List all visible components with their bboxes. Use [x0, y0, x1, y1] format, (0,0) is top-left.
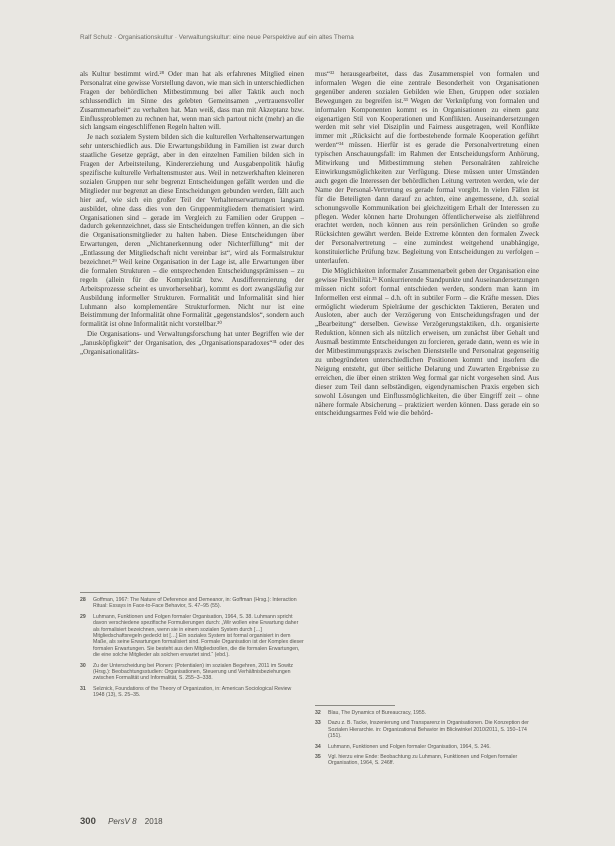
page-number: 300: [80, 816, 96, 827]
page-footer: [80, 816, 163, 827]
running-header: Ralf Schulz · Organisationskultur · Verwaltungskultur: eine neue Perspektive auf ein altes Thema: [80, 34, 354, 41]
footnote: [80, 686, 304, 699]
paragraph: mus“³² herausgearbeitet, dass das Zusammenspiel von formalen und informalen Wegen die eine zentrale Besonderheit von Organisationen gegenüber anderen sozialen Gebilden wie Ehen, Gruppen oder sozialen Bewegungen zu begreifen ist.³³ Wegen der Verknüpfung von formalen und informalen Komponenten kommt es in Organisationen zu einem ganz eigenartigen Stil von Kooperationen und Konflikten. Auseinandersetzungen werden mit sehr viel Disziplin und Fairness ausgetragen, weil Konflikte immer mit „Rücksicht auf die fortbestehende formale Kooperation geführt werden“³⁴ müssen. Hierfür ist es gerade die Personalvertretung einen typischen Anschauungsfall: im Rahmen der Entscheidungsform Anhörung, Mitwirkung und Mitbestimmung stehen Personalräten zahlreiche Einwirkungsmöglichkeiten zur Verfügung. Diese müssen unter Umständen auch gegen die Interessen der behördlichen Leitung vertreten werden, wie der Name der Personal-Vertretung es gerade formal vorgibt. In vielen Fällen ist für die Beteiligten dann darauf zu achten, eine angemessene, d.h. sozial schonungsvolle Kommunikation bei gleichzeitigem Erhalt der Interessen zu pflegen. Weder können harte Drohungen öffentlicherweise als zielführend erachtet werden, noch können aus rein persönlichen Gründen so große Rücksichten gewährt werden. Beide Extreme könnten den formalen Zweck der Personalvertretung – eine zumindest weitgehend unabhängige, konstituierliche Prüfung bzw. Begleitung von Entscheidungen zu verfolgen – unterlaufen.: [315, 70, 539, 266]
footnote-number: 32: [315, 710, 321, 716]
footnote: [80, 597, 304, 610]
footnotes-right: [315, 710, 539, 810]
footnote: [80, 614, 304, 659]
journal-issue: PersV 8: [108, 817, 137, 826]
footnote-text: Vgl. hierzu eine Ende: Beobachtung zu Luhmann, Funktionen und Folgen formaler Organisation, 1964, S. 246ff.: [328, 754, 518, 767]
footnote: [315, 720, 539, 739]
footnote: [80, 663, 304, 682]
footnote-text: Dazu z. B. Tacke, Inszenierung und Transparenz in Organisationen. Die Konzeption der Sozialen Hierarchie. in: Organizational Behavior im Blickwinkel 2010/2011, S. 150–174 (151).: [328, 720, 529, 740]
left-text-column: [80, 70, 304, 670]
paragraph: Die Möglichkeiten informaler Zusammenarbeit geben der Organisation eine gewisse Flexibilität.³⁵ Konkurrierende Standpunkte und Auseinandersetzungen müssen nicht sofort formal entschieden werden, sondern man kann im Informellen erst einmal – d.h. oft in subtiler Form – die Kräfte messen. Dies ermöglicht wiederum Spielräume der geschickten Taktieren, Beraten und Ausloten, aber auch der Verzögerung von Entscheidungsfragen und der „Bearbeitung“ derselben. Gewisse Verzögerungstaktiken, d.h. organisierte Reduktion, können sich als nützlich erweisen, um zunächst über Gehalt und Ausmaß bestimmte Entscheidungen zu forcieren, gerade dann, wenn es wie in der Mitbestimmungspraxis zwischen Dienststelle und Personalrat gegenseitig zu unbegründeten unterschiedlichen Positionen kommt und insofern die Neigung entsteht, gut über seitliche Delarung und Zuwarten Ergebnisse zu erreichen, die über einen strikten Weg formal gar nicht vorgesehen sind. Aus dieser zum Teil dann selbständigen, eigendynamischen Praxis ergeben sich sowohl Lösungen und Einflussmöglichkeiten, die über Eingriff zeit – ohne nähere formale Absicherung – praktiziert werden können. Dass gerade ein so entscheidungsarmes Feld wie die behörd-: [315, 266, 539, 418]
footnote-rule-left: [80, 592, 160, 593]
right-text-column: [315, 70, 539, 670]
footnotes-left: [80, 597, 304, 807]
footnote-text: Luhmann, Funktionen und Folgen formaler Organisation, 1964, S. 246.: [328, 743, 491, 750]
footnote-number: 29: [80, 613, 86, 620]
footnote-number: 35: [315, 754, 321, 761]
footnote: [315, 744, 539, 750]
footnote-text: Goffman, 1967: The Nature of Deference and Demeanor, in: Goffman (Hrsg.): Interaction Ritual: Essays in Face-to-Face Behavior, S. 47–95 (55).: [93, 597, 297, 610]
footnote-number: 31: [80, 685, 86, 692]
footnote-text: Zu der Unterscheidung bei Pionen: (Potentialen) im sozialen Begehren, 2011 im Sowitz (Hrsg.): Beobachtungsstudien: Organisationen, Steuerung und Verhältnisbeziehungen zwischen Formalität und Informalität, S. 255–3–338.: [93, 662, 294, 682]
footnote-text: Selznick, Foundations of the Theory of Organization, in: American Sociological Review 1948 (13), S. 25–35.: [93, 685, 292, 699]
footnote-number: 30: [80, 662, 86, 669]
journal-year: 2018: [144, 817, 163, 826]
footnote-number: 33: [315, 720, 321, 727]
footnote: [315, 754, 539, 767]
footnote-text: Blau, The Dynamics of Bureaucracy, 1955.: [328, 710, 427, 716]
paragraph: Die Organisations- und Verwaltungsforschung hat unter Begriffen wie der „Janusköpfigkeit“ der Organisation, des „Organisationsparadoxes“³¹ oder des „Organisationalitäts-: [80, 330, 304, 357]
footnote-text: Luhmann, Funktionen und Folgen formaler Organisation, 1964, S. 38. Luhmann spricht davon verschiedene spezifische Formulierungen durch: „Wir wollen eine Erwartung daher als formalisiert bezeichnen, wenn sie in einem sozialen System durch […] Mitgliedschaftsregeln gedeckt ist […] Ein soziales System ist formal organisiert in dem Maße, als seine Erwartungen formalisiert sind. Formale Organisation ist der Komplex dieser formalen Erwartungen. Sie besteht aus den Mitgliedsrollen, die die formalen Erwartungen, die eine solche Mitglieder als solchen erwartet sind.“ (ebd.).: [93, 613, 304, 659]
footnote-number: 28: [80, 597, 86, 603]
paragraph: als Kultur bestimmt wird.²⁸ Oder man hat als erfahrenes Mitglied einen Personalrat eine gewisse Vorstellung davon, wie man sich in unterschiedlichen Fragen der behördlichen Mitbestimmung bei aller Taktik auch noch schlussendlich im Sinne des gelebten Gemeinsamen „vertrauensvoller Zusammenarbeit“ zu verhalten hat. Man weiß, dass man mit Akzeptanz bzw. Einflussproblemen zu rechnen hat, wenn man sich partout nicht (mehr) an die sich langsam eingeschliffenen Regeln halten will.: [80, 70, 304, 132]
footnote: [315, 710, 539, 716]
footnote-rule-right: [315, 705, 395, 706]
paragraph: Je nach sozialem System bilden sich die kulturellen Verhaltenserwartungen sehr unterschiedlich aus. Die Erwartungsbildung in Familien ist zwar durch staatliche Gesetze geprägt, aber in den einzelnen Familien bilden sich in Fragen der Arbeitsteilung, Kindererziehung und Ausgabenpolitik häufig spezifische kulturelle Verhaltensmuster aus. Weil in netzwerkhaften kleineren sozialen Gruppen nur sehr begrenzt Entscheidungen gefällt werden und die Mitglieder nur begrenzt an diese Entscheidungen gebunden werden, fällt auch hier auf, wie sich ein großer Teil der Verhaltenserwartungen langsam ausbildet, ohne dass dies von den Gruppenmitgliedern thematisiert wird. Organisationen sind – gerade im Vergleich zu Familien oder Gruppen – dadurch gekennzeichnet, dass sie Entscheidungen treffen können, an die sich die Organisationsmitglieder zu halten haben. Diese Entscheidungen über Erwartungen, deren „Nichtanerkennung oder Nichterfüllung“ mit der „Entlassung der Mitgliedschaft nicht vereinbar ist“, wird als Formalstruktur bezeichnet.²⁹ Weil keine Organisation in der Lage ist, alle Erwartungen über die formalen Strukturen – die entsprechenden Entscheidungsprämissen – zu regeln (allein für die Komplexität bzw. Ausdifferenzierung der Arbeitsprozesse scheint es unvorhersehbar), kommt es dort zwangsläufig zur Ausbildung informeller Strukturen. Formalität und Informalität sind hier Luhmann also komplementäre Strukturformen. Nicht nur ist eine Beistimmung der Informalität ohne Formalität „gegenstandslos“, sondern auch formalität ist ohne Informalität nicht vorstellbar.³⁰: [80, 133, 304, 329]
footnote-number: 34: [315, 743, 321, 750]
